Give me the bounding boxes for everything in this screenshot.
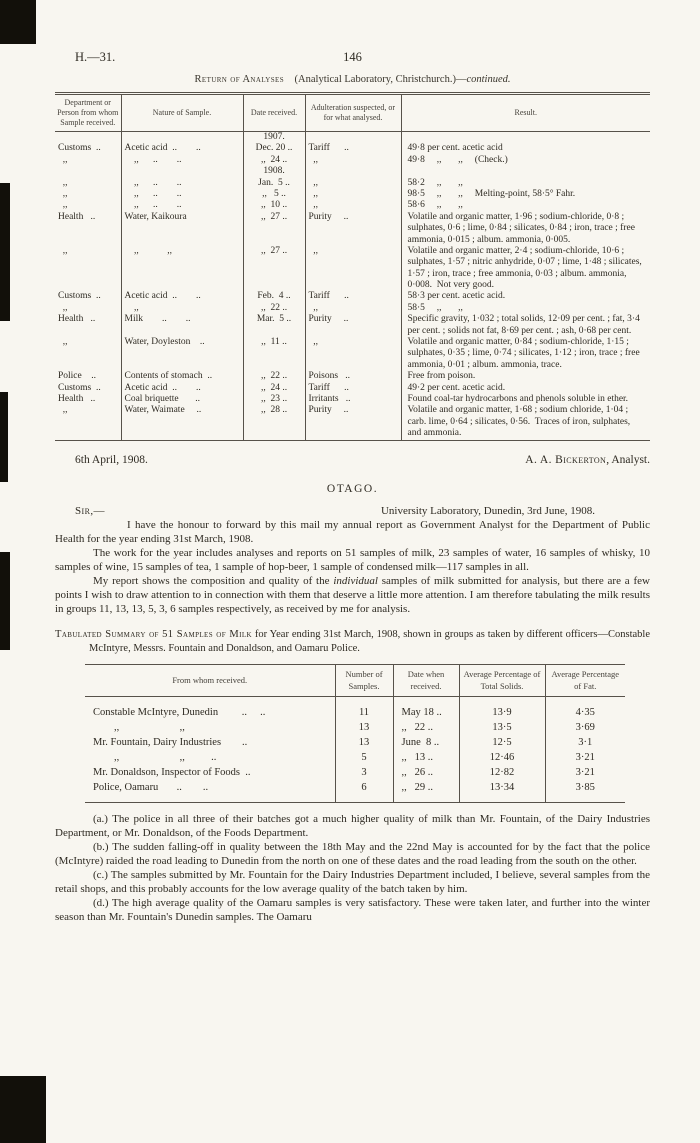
- column-header: Average Percentage of Total Solids.: [459, 665, 545, 696]
- date-cell: ,, 22 ..: [243, 303, 305, 314]
- fat-cell: 3·21: [545, 765, 625, 780]
- analyses-table: [55, 92, 650, 441]
- department-cell: [55, 132, 121, 144]
- analyses-row: [55, 394, 650, 405]
- letter-paragraph-3: [55, 574, 650, 616]
- department-cell: ,,: [58, 188, 68, 199]
- paragraph-3-pre: My report shows the composition and quality of the: [93, 574, 334, 587]
- analyses-row: [55, 189, 650, 200]
- received-from-cell: Police, Oamaru .. ..: [93, 782, 209, 794]
- date-cell: ,, 24 ..: [243, 155, 305, 166]
- page-header: [55, 50, 650, 67]
- date-received-cell: May 18 ..: [393, 696, 459, 720]
- date-cell: Mar. 5 ..: [243, 314, 305, 337]
- result-cell: 58·6 ,, ,,: [401, 200, 650, 211]
- scan-artifact: [0, 0, 36, 44]
- department-cell: ,,: [58, 177, 68, 188]
- milk-summary-header-row: [85, 665, 625, 696]
- milk-summary-row: [85, 696, 625, 720]
- column-header: Average Percentage of Fat.: [545, 665, 625, 696]
- signature-row: [55, 454, 650, 466]
- milk-summary-row: [85, 780, 625, 803]
- summary-heading-rest: for Year ending 31st March, 1908, shown in groups as taken by different officers—Constable McIntyre, Messrs. Fountain and Donaldson, and Oamaru Police.: [89, 629, 650, 654]
- fat-cell: 3·1: [545, 735, 625, 750]
- result-cell: Volatile and organic matter, 1·68 ; sodium chloride, 1·04 ; carb. lime, 0·64 ; silicates, 0·56. Traces of iron, sulphates, and ammonia.: [401, 405, 650, 440]
- caption-middle: (Analytical Laboratory, Christchurch.)—: [284, 74, 467, 85]
- analyst-role: , Analyst.: [606, 453, 650, 466]
- nature-cell: Coal briquette ..: [121, 394, 243, 405]
- department-cell: Health ..: [58, 211, 96, 222]
- caption-title: Return of Analyses: [194, 74, 285, 85]
- analyses-row: [55, 200, 650, 211]
- notes: [55, 813, 650, 925]
- date-cell: ,, 22 ..: [243, 371, 305, 382]
- department-cell: Customs ..: [58, 143, 101, 154]
- scan-artifact: [0, 183, 10, 321]
- date-cell: ,, 24 ..: [243, 383, 305, 394]
- analysed-cell: ,,: [305, 337, 401, 371]
- date-cell: ,, 11 ..: [243, 337, 305, 371]
- result-cell: Free from poison.: [401, 371, 650, 382]
- nature-cell: Milk .. ..: [121, 314, 243, 337]
- otago-heading: OTAGO.: [326, 482, 379, 495]
- date-received-cell: ,, 29 ..: [393, 780, 459, 803]
- department-cell: ,,: [58, 245, 68, 256]
- date-cell: ,, 27 ..: [243, 246, 305, 292]
- analyses-row: [55, 383, 650, 394]
- department-cell: ,,: [58, 337, 68, 348]
- result-cell: 49·2 per cent. acetic acid.: [401, 383, 650, 394]
- column-header: Number of Samples.: [335, 665, 393, 696]
- department-cell: ,,: [58, 200, 68, 211]
- date-cell: ,, 10 ..: [243, 200, 305, 211]
- scan-artifact: [0, 392, 8, 482]
- milk-summary-table: [85, 664, 625, 803]
- sample-count-cell: 5: [335, 750, 393, 765]
- total-solids-cell: 13·5: [459, 720, 545, 735]
- department-cell: Health ..: [58, 314, 96, 325]
- analysed-cell: [305, 166, 401, 177]
- department-cell: Police ..: [58, 371, 96, 382]
- nature-cell: [121, 132, 243, 144]
- analysed-cell: Tariff ..: [305, 143, 401, 154]
- analyses-year-row: [55, 132, 650, 144]
- total-solids-cell: 12·82: [459, 765, 545, 780]
- result-cell: 58·3 per cent. acetic acid.: [401, 291, 650, 302]
- department-cell: Customs ..: [58, 291, 101, 302]
- paragraph-3-post: samples of milk submitted for analysis, but there are a few points I wish to draw attention to in connection with them that deserve a little more attention. I am therefore tabulating the milk results in groups 11, 13, 13, 5, 3, 6 samples respectively, as received by me for analysis.: [55, 574, 650, 616]
- analysed-cell: Irritants ..: [305, 394, 401, 405]
- fat-cell: 3·21: [545, 750, 625, 765]
- scan-artifact: [0, 1076, 46, 1143]
- analyses-table-body: [55, 132, 650, 441]
- nature-cell: ,, .. ..: [121, 178, 243, 189]
- note-c: (c.) The samples submitted by Mr. Fountain for the Dairy Industries Department included, I believe, several samples from the retail shops, and this probably accounts for the low average quality of the batch taken by him.: [55, 869, 650, 896]
- letter-paragraph-1: I have the honour to forward by this mail my annual report as Government Analyst for the Department of Public Health for the year ending 31st March, 1908.: [55, 518, 650, 545]
- salutation: Sir,—: [75, 504, 105, 517]
- fat-cell: 3·69: [545, 720, 625, 735]
- date-cell: Jan. 5 ..: [243, 178, 305, 189]
- date-cell: Dec. 20 ..: [243, 143, 305, 154]
- date-cell: ,, 5 ..: [243, 189, 305, 200]
- result-cell: 58·2 ,, ,,: [401, 178, 650, 189]
- summary-heading-lead: Tabulated Summary of 51 Samples of Milk: [55, 629, 252, 641]
- result-cell: Found coal-tar hydrocarbons and phenols soluble in ether.: [401, 394, 650, 405]
- milk-summary-row: [85, 750, 625, 765]
- department-cell: Health ..: [58, 393, 96, 404]
- salutation-line: [55, 504, 650, 518]
- analyses-year-row: [55, 166, 650, 177]
- nature-cell: Water, Waimate ..: [121, 405, 243, 440]
- result-cell: Specific gravity, 1·032 ; total solids, 12·09 per cent. ; fat, 3·4 per cent. ; solids not fat, 8·69 per cent. ; ash, 0·68 per cent.: [401, 314, 650, 337]
- nature-cell: Acetic acid .. ..: [121, 291, 243, 302]
- date-cell: ,, 23 ..: [243, 394, 305, 405]
- date-cell: ,, 28 ..: [243, 405, 305, 440]
- paragraph-3-italic: individual: [333, 574, 378, 587]
- analysed-cell: ,,: [305, 155, 401, 166]
- analyses-row: [55, 371, 650, 382]
- scan-artifact: [0, 552, 10, 650]
- fat-cell: 4·35: [545, 696, 625, 720]
- sample-count-cell: 11: [335, 696, 393, 720]
- nature-cell: Acetic acid .. ..: [121, 383, 243, 394]
- nature-cell: ,, .. ..: [121, 155, 243, 166]
- note-a: (a.) The police in all three of their batches got a much higher quality of milk than Mr. Fountain, of the Dairy Industries Department, or Mr. Donaldson, of the Foods Department.: [55, 813, 650, 840]
- nature-cell: ,,: [121, 303, 243, 314]
- date-received-cell: ,, 13 ..: [393, 750, 459, 765]
- doc-reference: H.—31.: [75, 50, 116, 64]
- nature-cell: ,, ,,: [121, 246, 243, 292]
- letterhead-address: University Laboratory, Dunedin, 3rd June, 1908.: [380, 504, 595, 517]
- milk-summary-table-body: [85, 696, 625, 803]
- analysed-cell: Purity ..: [305, 314, 401, 337]
- result-cell: Volatile and organic matter, 1·96 ; sodium-chloride, 0·8 ; sulphates, 0·6 ; lime, 0·84 ; silicates, 0·84 ; iron, trace ; free ammonia, 0·015 ; album. ammonia, 0·005.: [401, 212, 650, 246]
- date-received-cell: ,, 26 ..: [393, 765, 459, 780]
- table-caption: [55, 74, 650, 85]
- nature-cell: [121, 166, 243, 177]
- analysed-cell: ,,: [305, 189, 401, 200]
- result-cell: 49·8 ,, ,, (Check.): [401, 155, 650, 166]
- column-header: Department or Person from whom Sample received.: [55, 94, 121, 132]
- analysed-cell: Poisons ..: [305, 371, 401, 382]
- department-cell: ,,: [58, 405, 68, 416]
- analyses-row: [55, 143, 650, 154]
- analyses-table-header-row: [55, 94, 650, 132]
- fat-cell: 3·85: [545, 780, 625, 803]
- result-cell: [401, 166, 650, 177]
- nature-cell: Water, Doyleston ..: [121, 337, 243, 371]
- received-from-cell: Constable McIntyre, Dunedin .. ..: [93, 706, 266, 718]
- analysed-cell: ,,: [305, 303, 401, 314]
- column-header: From whom received.: [85, 665, 335, 696]
- nature-cell: ,, .. ..: [121, 189, 243, 200]
- caption-continued: continued.: [466, 74, 511, 85]
- analysed-cell: Purity ..: [305, 212, 401, 246]
- milk-summary-row: [85, 765, 625, 780]
- sample-count-cell: 6: [335, 780, 393, 803]
- signature-date: 6th April, 1908.: [75, 453, 148, 466]
- date-cell: 1908.: [243, 166, 305, 177]
- analysed-cell: Purity ..: [305, 405, 401, 440]
- column-header: Nature of Sample.: [121, 94, 243, 132]
- total-solids-cell: 13·34: [459, 780, 545, 803]
- analyst-signature: [525, 454, 650, 466]
- analyst-name: A. A. Bickerton: [525, 453, 607, 466]
- received-from-cell: ,, ,,: [93, 721, 185, 733]
- analysed-cell: Tariff ..: [305, 291, 401, 302]
- analyses-row: [55, 155, 650, 166]
- nature-cell: ,, .. ..: [121, 200, 243, 211]
- letter-body: [55, 504, 650, 617]
- analysed-cell: ,,: [305, 246, 401, 292]
- summary-heading: [55, 628, 650, 655]
- analyses-row: [55, 212, 650, 246]
- analysed-cell: ,,: [305, 178, 401, 189]
- note-d: (d.) The high average quality of the Oamaru samples is very satisfactory. These were taken later, and further into the winter season than Mr. Fountain's Dunedin samples. The Oamaru: [55, 897, 650, 924]
- department-cell: ,,: [58, 302, 68, 313]
- date-cell: 1907.: [243, 132, 305, 144]
- result-cell: Volatile and organic matter, 2·4 ; sodium-chloride, 10·6 ; sulphates, 1·57 ; nitric anhydride, 0·07 ; lime, 1·48 ; silicates, 1·57 ; iron, trace ; free ammonia, 0·03 ; album. ammonia, 0·008. Not very good.: [401, 246, 650, 292]
- result-cell: Volatile and organic matter, 0·84 ; sodium-chloride, 1·15 ; sulphates, 0·35 ; lime, 0·74 ; silicates, 1·12 ; iron, trace ; free ammonia, 0·01 ; album. ammonia, trace.: [401, 337, 650, 371]
- analysed-cell: [305, 132, 401, 144]
- analysed-cell: ,,: [305, 200, 401, 211]
- letter-paragraph-2: The work for the year includes analyses and reports on 51 samples of milk, 23 samples of water, 16 samples of whisky, 10 samples of wine, 15 samples of tea, 1 sample of hop-beer, 1 sample of condensed milk—117 samples in all.: [55, 546, 650, 573]
- date-cell: ,, 27 ..: [243, 212, 305, 246]
- milk-summary-row: [85, 735, 625, 750]
- date-cell: Feb. 4 ..: [243, 291, 305, 302]
- column-header: Result.: [401, 94, 650, 132]
- total-solids-cell: 12·5: [459, 735, 545, 750]
- result-cell: 58·5 ,, ,,: [401, 303, 650, 314]
- note-b: (b.) The sudden falling-off in quality between the 18th May and the 22nd May is accounted for by the fact that the police (McIntyre) raided the road leading to Dunedin from the north on one of these dates and the road leading from the south on the other.: [55, 841, 650, 868]
- analyses-row: [55, 303, 650, 314]
- column-header: Adulteration suspected, or for what analysed.: [305, 94, 401, 132]
- analyses-row: [55, 291, 650, 302]
- column-header: Date received.: [243, 94, 305, 132]
- analyses-row: [55, 314, 650, 337]
- analyses-row: [55, 337, 650, 371]
- result-cell: [401, 132, 650, 144]
- received-from-cell: Mr. Donaldson, Inspector of Foods ..: [93, 767, 251, 779]
- total-solids-cell: 12·46: [459, 750, 545, 765]
- result-cell: 98·5 ,, ,, Melting-point, 58·5° Fahr.: [401, 189, 650, 200]
- nature-cell: Acetic acid .. ..: [121, 143, 243, 154]
- sample-count-cell: 13: [335, 720, 393, 735]
- column-header: Date when received.: [393, 665, 459, 696]
- analyses-row: [55, 178, 650, 189]
- nature-cell: Water, Kaikoura: [121, 212, 243, 246]
- received-from-cell: ,, ,, ..: [93, 751, 217, 763]
- department-cell: [55, 166, 121, 177]
- nature-cell: Contents of stomach ..: [121, 371, 243, 382]
- analyses-row: [55, 405, 650, 440]
- result-cell: 49·8 per cent. acetic acid: [401, 143, 650, 154]
- page-number: 146: [343, 50, 362, 64]
- department-cell: ,,: [58, 154, 68, 165]
- milk-summary-row: [85, 720, 625, 735]
- analyses-row: [55, 246, 650, 292]
- sample-count-cell: 3: [335, 765, 393, 780]
- department-cell: Customs ..: [58, 382, 101, 393]
- date-received-cell: June 8 ..: [393, 735, 459, 750]
- sample-count-cell: 13: [335, 735, 393, 750]
- analysed-cell: Tariff ..: [305, 383, 401, 394]
- date-received-cell: ,, 22 ..: [393, 720, 459, 735]
- received-from-cell: Mr. Fountain, Dairy Industries ..: [93, 736, 248, 748]
- total-solids-cell: 13·9: [459, 696, 545, 720]
